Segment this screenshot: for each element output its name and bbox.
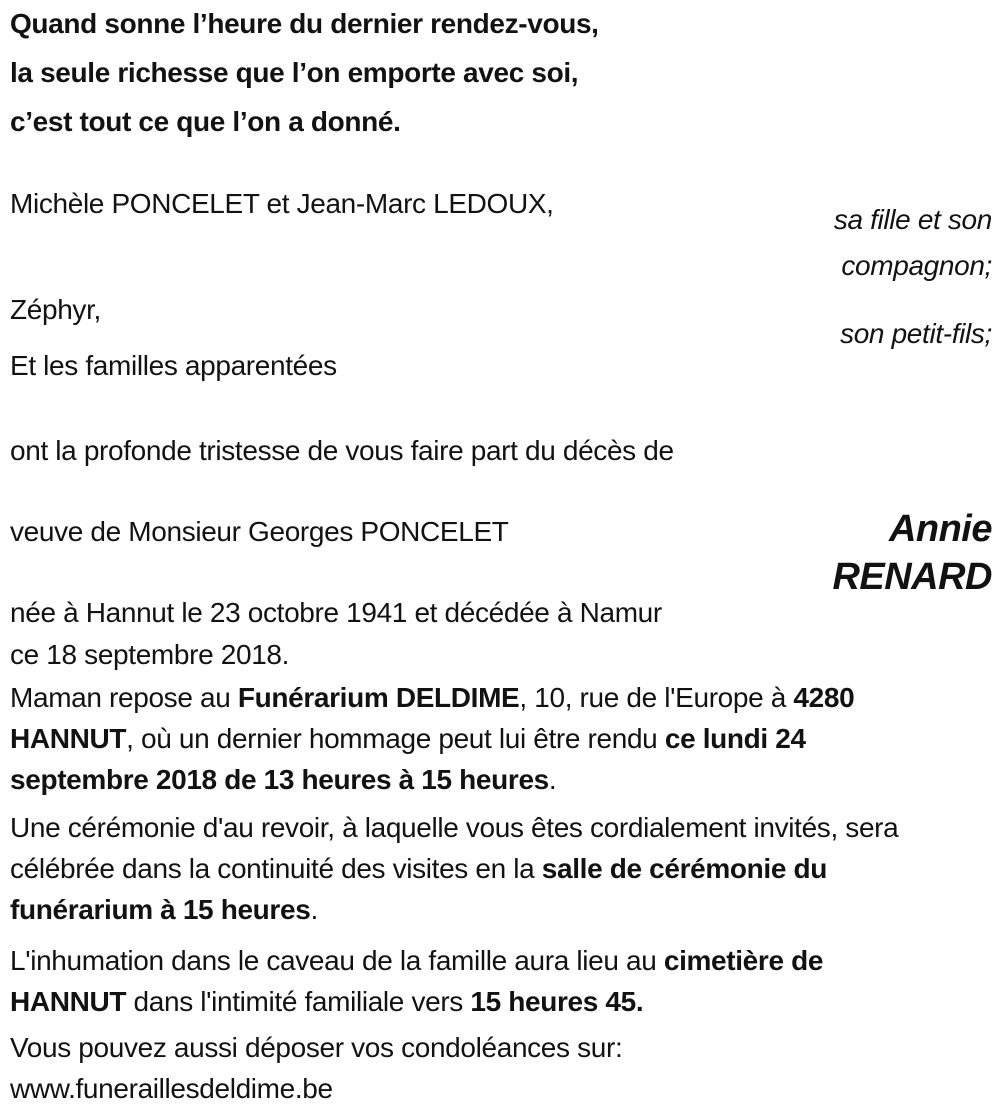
ceremony-line-3: funérarium à 15 heures. xyxy=(10,894,318,925)
birth-death-paragraph xyxy=(10,592,662,676)
family-names-grandson: Zéphyr, xyxy=(10,294,101,325)
birth-death-line-1: née à Hannut le 23 octobre 1941 et décédée à Namur xyxy=(10,597,662,628)
deceased-last-name: RENARD xyxy=(832,556,992,598)
visitation-line-2: HANNUT, où un dernier hommage peut lui être rendu ce lundi 24 xyxy=(10,723,806,754)
poem-line-1: Quand sonne l’heure du dernier rendez-vous, xyxy=(10,8,599,39)
condolences-text: Vous pouvez aussi déposer vos condoléances sur: xyxy=(10,1032,623,1063)
ceremony-paragraph xyxy=(10,807,898,930)
deceased-title-line: veuve de Monsieur Georges PONCELET xyxy=(10,516,509,547)
ceremony-line-2: célébrée dans la continuité des visites en la salle de cérémonie du xyxy=(10,853,828,884)
visitation-line-3: septembre 2018 de 13 heures à 15 heures. xyxy=(10,764,557,795)
family-relation-grandson: son petit-fils; xyxy=(840,318,992,349)
ceremony-line-1: Une cérémonie d'au revoir, à laquelle vous êtes cordialement invités, sera xyxy=(10,812,899,843)
burial-paragraph xyxy=(10,940,823,1022)
announcement-intro: ont la profonde tristesse de vous faire part du décès de xyxy=(10,435,674,466)
poem-line-2: la seule richesse que l’on emporte avec soi, xyxy=(10,57,579,88)
burial-line-2: HANNUT dans l'intimité familiale vers 15 heures 45. xyxy=(10,986,644,1017)
family-names-related: Et les familles apparentées xyxy=(10,350,337,381)
condolences-block xyxy=(10,1027,622,1109)
opening-poem xyxy=(10,0,599,146)
burial-line-1: L'inhumation dans le caveau de la famille aura lieu au cimetière de xyxy=(10,945,824,976)
poem-line-3: c’est tout ce que l’on a donné. xyxy=(10,106,401,137)
deceased-first-name: Annie xyxy=(888,508,992,550)
website-link[interactable]: www.funeraillesdeldime.be xyxy=(10,1073,333,1104)
family-relation-daughter: sa fille et son compagnon; xyxy=(833,204,992,281)
visitation-paragraph xyxy=(10,677,854,800)
deceased-name xyxy=(662,505,992,601)
visitation-line-1: Maman repose au Funérarium DELDIME, 10, rue de l'Europe à 4280 xyxy=(10,682,855,713)
birth-death-line-2: ce 18 septembre 2018. xyxy=(10,639,290,670)
family-names-daughter: Michèle PONCELET et Jean-Marc LEDOUX, xyxy=(10,188,554,219)
